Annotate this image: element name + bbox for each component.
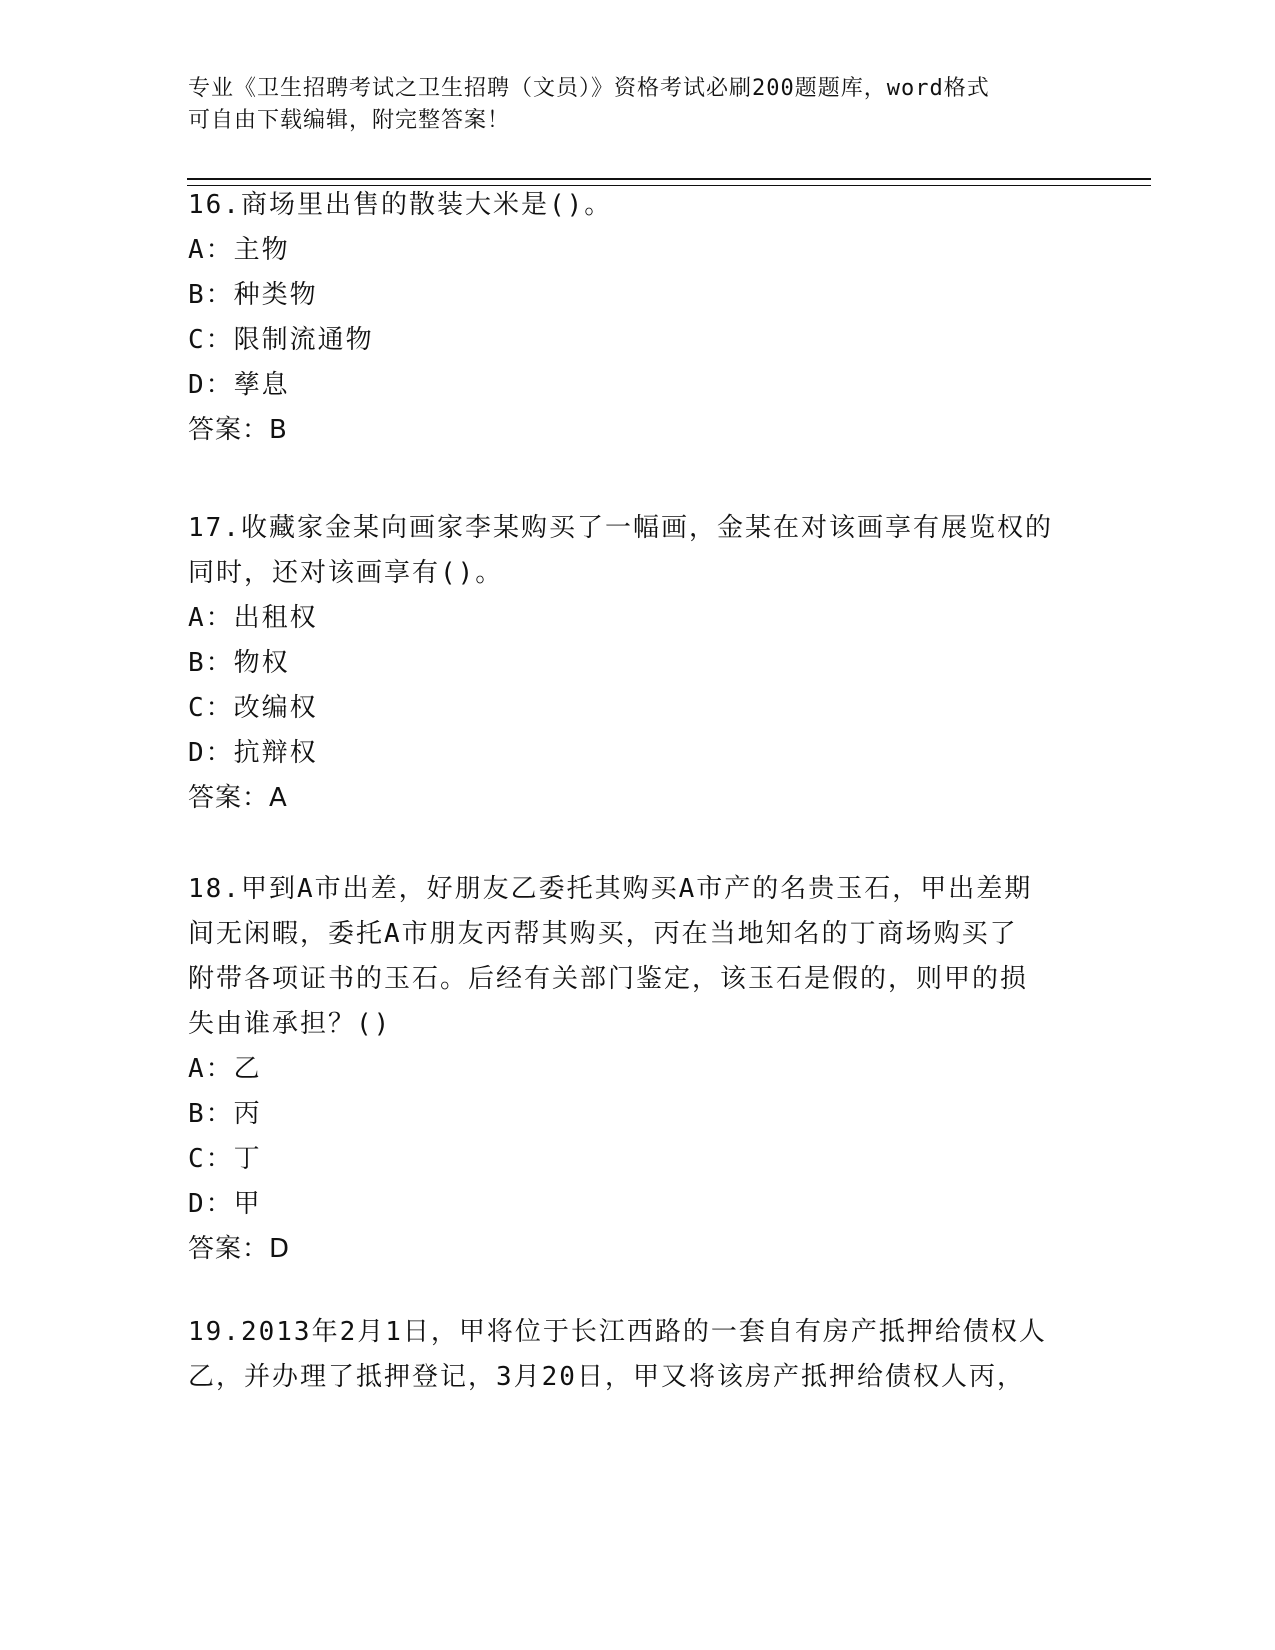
option-a: A：主物: [188, 235, 290, 265]
option-c: C：丁: [188, 1144, 262, 1174]
question-stem-line: 17.收藏家金某向画家李某购买了一幅画，金某在对该画享有展览权的: [188, 513, 1053, 543]
question-stem-line: 乙，并办理了抵押登记，3月20日，甲又将该房产抵押给债权人丙，: [188, 1362, 1025, 1392]
option-b: B：物权: [188, 648, 290, 678]
question-stem-line: 16.商场里出售的散装大米是()。: [188, 190, 613, 220]
answer: 答案：A: [188, 783, 288, 813]
question-stem-line: 间无闲暇，委托A市朋友丙帮其购买，丙在当地知名的丁商场购买了: [188, 919, 1018, 949]
question-stem-line: 18.甲到A市出差，好朋友乙委托其购买A市产的名贵玉石，甲出差期: [188, 874, 1033, 904]
question-16: [188, 183, 1088, 453]
option-b: B：丙: [188, 1099, 262, 1129]
question-stem-line: 同时，还对该画享有()。: [188, 558, 504, 588]
question-stem-line: 附带各项证书的玉石。后经有关部门鉴定，该玉石是假的，则甲的损: [188, 964, 1029, 994]
option-c: C：改编权: [188, 693, 318, 723]
answer: 答案：D: [188, 1234, 291, 1264]
option-a: A：出租权: [188, 603, 318, 633]
option-a: A：乙: [188, 1054, 262, 1084]
header-line-2: 可自由下载编辑，附完整答案！: [188, 108, 511, 133]
question-17: [188, 506, 1088, 821]
option-d: D：孳息: [188, 370, 290, 400]
question-19: [188, 1310, 1088, 1400]
question-stem-line: 19.2013年2月1日，甲将位于长江西路的一套自有房产抵押给债权人: [188, 1317, 1047, 1347]
page-header: [188, 73, 1088, 137]
option-d: D：甲: [188, 1189, 262, 1219]
question-stem-line: 失由谁承担？(): [188, 1009, 392, 1039]
question-18: [188, 867, 1088, 1272]
option-c: C：限制流通物: [188, 325, 374, 355]
answer: 答案：B: [188, 415, 288, 445]
option-d: D：抗辩权: [188, 738, 318, 768]
header-line-1: 专业《卫生招聘考试之卫生招聘（文员）》资格考试必刷200题题库，word格式: [188, 76, 990, 101]
option-b: B：种类物: [188, 280, 318, 310]
